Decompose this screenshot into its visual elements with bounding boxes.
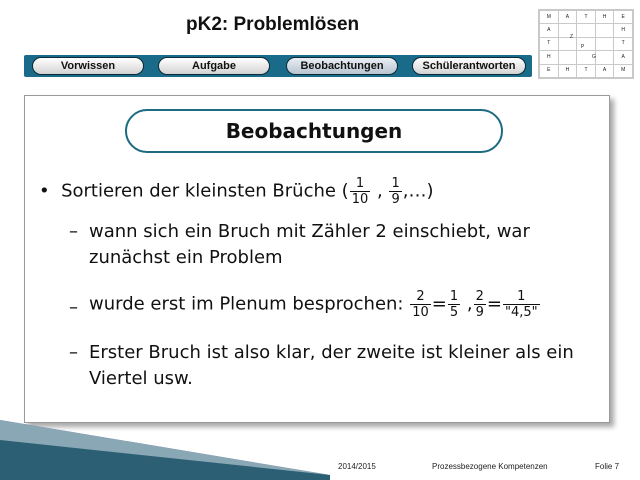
decorative-wedge bbox=[0, 420, 330, 480]
fraction: $\frac{1}{"4,5"}$ bbox=[505, 289, 538, 320]
footer-page-number: Folie 7 bbox=[595, 462, 620, 471]
nav-beobachtungen-button[interactable]: Beobachtungen bbox=[286, 57, 398, 75]
mathe-logo: M A T H E A H T T H A E H T A M Z P G bbox=[538, 9, 634, 79]
fraction: $\frac{2}{9}$ bbox=[475, 289, 484, 320]
fraction: $\frac{1}{5}$ bbox=[449, 289, 459, 320]
nav-aufgabe-button[interactable]: Aufgabe bbox=[158, 57, 270, 75]
fraction: $\frac{2}{10}$ bbox=[412, 289, 429, 320]
footer-topic: Prozessbezogene Kompetenzen bbox=[432, 462, 548, 471]
bullet-item: • Sortieren der kleinsten Brüche ( $\frac{1}{10}$ , $\frac{1}{9}$ ,…) bbox=[39, 176, 434, 207]
section-heading: Beobachtungen bbox=[125, 109, 503, 153]
nav-schuelerantworten-button[interactable]: Schülerantworten bbox=[412, 57, 526, 75]
nav-vorwissen-button[interactable]: Vorwissen bbox=[32, 57, 144, 75]
slide-content bbox=[24, 95, 610, 423]
sub-bullet-item: – wann sich ein Bruch mit Zähler 2 einschiebt, war zunächst ein Problem bbox=[69, 221, 530, 268]
sub-bullet-item: – Erster Bruch ist also klar, der zweite ist kleiner als ein Viertel usw. bbox=[69, 342, 574, 389]
bullet-dot: • bbox=[39, 180, 50, 202]
page-title: pK2: Problemlösen bbox=[186, 14, 360, 35]
fraction: $\frac{1}{10}$ bbox=[351, 176, 369, 207]
fraction: $\frac{1}{9}$ bbox=[391, 176, 400, 207]
sub-bullet-item: – wurde erst im Plenum besprochen: $\frac{2}{10}$ = $\frac{1}{5}$ , $\frac{2}{9}$ = $\frac{1}{"4,5"}$ bbox=[69, 289, 538, 320]
footer-year: 2014/2015 bbox=[338, 462, 376, 471]
nav-bar bbox=[24, 55, 532, 77]
